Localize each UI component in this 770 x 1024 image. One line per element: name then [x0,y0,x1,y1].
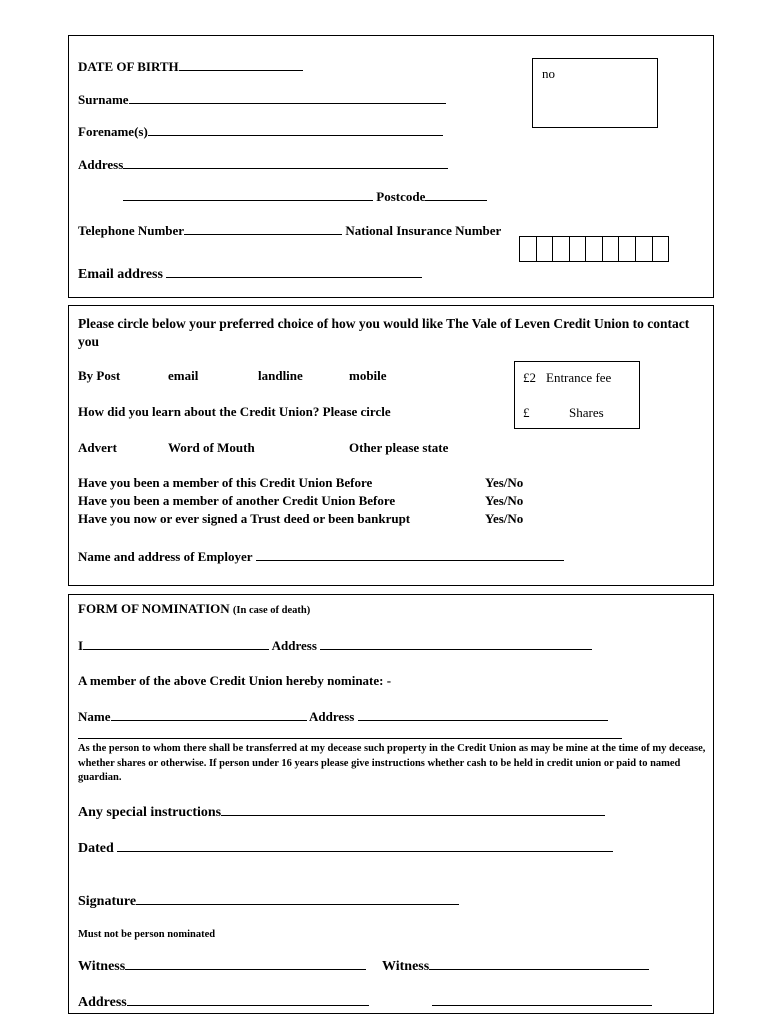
witness-label-1: Witness [78,959,126,974]
member-number-box[interactable] [532,58,658,128]
nominator-field[interactable] [78,637,592,654]
email-label: Email address [78,267,163,282]
contact-option-post[interactable]: By Post [78,368,121,383]
nominator-address-label: Address [271,638,317,653]
member-statement: A member of the above Credit Union hereby nominate: - [78,673,392,688]
ni-box[interactable] [520,237,537,261]
nominee-address-line-2[interactable] [78,738,622,739]
nominator-address-line[interactable] [320,637,592,650]
witness-field-2[interactable] [382,957,649,975]
dob-label: DATE OF BIRTH [78,59,179,74]
dated-label: Dated [78,841,114,856]
signature-line[interactable] [136,892,459,905]
witness-field-1[interactable] [78,957,366,975]
postcode-label: Postcode [376,189,426,204]
surname-line[interactable] [129,91,446,104]
special-instructions-field[interactable] [78,803,605,821]
contact-option-landline[interactable]: landline [258,368,303,383]
email-line[interactable] [166,265,422,278]
forenames-line[interactable] [148,123,443,136]
fees-box [514,361,640,429]
ni-box[interactable] [586,237,603,261]
dated-field[interactable] [78,839,613,857]
member-number-label: no [542,66,555,81]
dob-field[interactable] [78,58,303,75]
special-instructions-line[interactable] [221,803,605,816]
witness-address-line-1[interactable] [127,993,369,1006]
nominator-i-label: I [78,638,84,653]
nominee-name-label: Name [78,709,111,724]
employer-field[interactable] [78,548,564,565]
nominee-address-line[interactable] [358,708,608,721]
postcode-line[interactable] [425,188,487,201]
ni-box[interactable] [537,237,554,261]
witness-address-field[interactable] [78,993,369,1011]
address-field[interactable] [78,156,448,173]
ni-box[interactable] [553,237,570,261]
shares-symbol: £ [523,405,530,420]
ni-box[interactable] [603,237,620,261]
forenames-label: Forename(s) [78,124,148,139]
transfer-text: As the person to whom there shall be transferred at my decease such property in the Credit Union as may be mine at the time of my decease, whether shares or otherwise. If person under 16 years please give instructions whether cash to be held in credit union or paid to named guardian. [78,743,706,783]
signature-label: Signature [78,894,137,909]
ni-box[interactable] [619,237,636,261]
witness-line-1[interactable] [125,957,366,970]
fee-label: Entrance fee [546,370,612,385]
question-member-before: Have you been a member of this Credit Union Before [78,475,373,490]
dated-line[interactable] [117,839,613,852]
ni-box[interactable] [636,237,653,261]
nomination-title [78,601,310,619]
witness-address-line-2[interactable] [432,1005,652,1006]
fee-amount: £2 [523,370,536,385]
learn-option-advert[interactable]: Advert [78,440,117,455]
surname-field[interactable] [78,91,446,108]
ni-box[interactable] [653,237,669,261]
learn-question: How did you learn about the Credit Union? Please circle [78,404,391,419]
address-line-2[interactable] [123,188,373,201]
email-field[interactable] [78,265,422,283]
question-other-union: Have you been a member of another Credit Union Before [78,493,396,508]
nomination-title-note: (In case of death) [232,605,311,616]
nominee-name-line[interactable] [111,708,307,721]
employer-label: Name and address of Employer [78,549,253,564]
witness-label-2: Witness [382,959,430,974]
witness-line-2[interactable] [429,957,649,970]
ni-label: National Insurance Number [345,223,502,238]
answer-member-before[interactable]: Yes/No [485,475,524,490]
not-nominated-note: Must not be person nominated [78,929,216,940]
nominator-name-line[interactable] [83,637,269,650]
address-label: Address [78,157,124,172]
dob-line[interactable] [179,58,303,71]
contact-option-email[interactable]: email [168,368,199,383]
ni-box[interactable] [570,237,587,261]
special-instructions-label: Any special instructions [78,805,222,820]
signature-field[interactable] [78,892,459,910]
learn-option-word-of-mouth[interactable]: Word of Mouth [168,440,255,455]
nomination-title-text: FORM OF NOMINATION [78,601,230,616]
question-trust-deed: Have you now or ever signed a Trust deed or been bankrupt [78,511,411,526]
telephone-line[interactable] [184,222,342,235]
telephone-field[interactable] [78,222,501,239]
answer-trust-deed[interactable]: Yes/No [485,511,524,526]
address-line[interactable] [123,156,448,169]
contact-option-mobile[interactable]: mobile [349,368,387,383]
telephone-label: Telephone Number [78,223,185,238]
witness-address-label: Address [78,995,127,1010]
learn-option-other[interactable]: Other please state [349,440,449,455]
forenames-field[interactable] [78,123,443,140]
shares-label: Shares [569,405,604,420]
employer-line[interactable] [256,548,564,561]
nominee-address-label: Address [309,709,355,724]
address-postcode-row[interactable] [123,188,487,205]
answer-other-union[interactable]: Yes/No [485,493,524,508]
ni-number-boxes[interactable] [519,236,669,262]
surname-label: Surname [78,92,129,107]
nominee-field[interactable] [78,708,608,725]
contact-prompt: Please circle below your preferred choice of how you would like The Vale of Leven Credit Union to contact you [78,316,690,349]
